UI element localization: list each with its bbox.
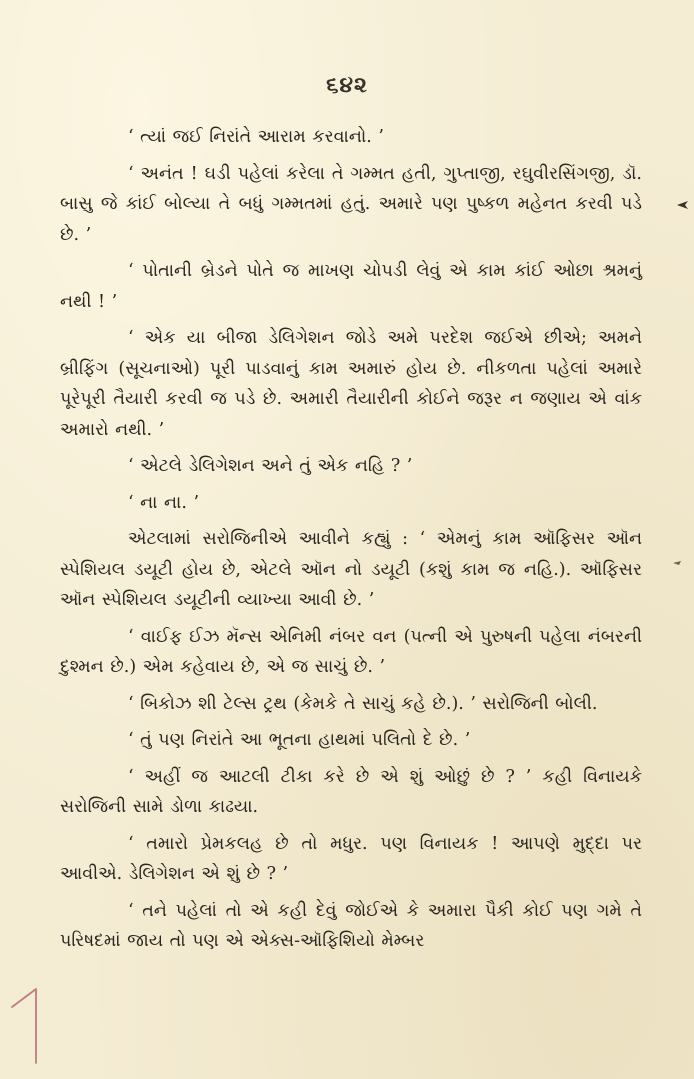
paragraph: ‘ એક યા બીજા ડેલિગેશન જોડે અમે પરદેશ જઈએ છીએ; અમને બ્રીફિંગ (સૂચનાઓ) પૂરી પાડવાનું કામ અમારું હોય છે. નીકળતા પહેલાં અમારે પૂરેપૂરી તૈયારી કરવી જ પડે છે. અમારી તૈયારીની કોઈને જરૂર ન જણાય એ વાંક અમારો નથી. ’ — [60, 328, 643, 440]
margin-dot-icon — [672, 560, 682, 566]
paragraph: ‘ બિકોઝ શી ટેલ્સ ટ્રથ (કેમકે તે સાચું કહે છે.). ’ સરોજિની બોલી. — [128, 693, 598, 714]
margin-mark-icon — [676, 200, 690, 210]
paragraph: ‘ તને પહેલાં તો એ કહી દેવું જોઈએ કે અમારા પૈકી કોઈ પણ ગમે તે પરિષદમાં જાય તો પણ એ એક્સ-ઑફિશિયો મેમ્બર — [60, 900, 642, 951]
paragraph: ‘ તમારો પ્રેમકલહ છે તો મધુર. પણ વિનાયક ! આપણે મુદ્દા પર આવીએ. ડેલિગેશન એ શું છે ? ’ — [60, 833, 642, 884]
paragraph: ‘ અનંત ! ઘડી પહેલાં કરેલા તે ગમ્મત હતી, ગુપ્તાજી, રઘુવીરસિંગજી, ડૉ. બાસુ જે કાંઈ બોલ્યા તે બધું ગમ્મતમાં હતું. અમારે પણ પુષ્કળ મહેનત કરવી પડે છે. ’ — [60, 163, 642, 245]
paragraph: ‘ ના ના. ’ — [128, 492, 200, 513]
paragraph: ‘ વાઈફ ઈઝ મૅન્સ એનિમી નંબર વન (પત્ની એ પુરુષની પહેલા નંબરની દુશ્મન છે.) એમ કહેવાય છે, એ જ સાચું છે. ’ — [60, 626, 642, 677]
paragraph: ‘ તું પણ નિરાંતે આ ભૂતના હાથમાં પલિતો દે છે. ’ — [128, 730, 471, 750]
pencil-mark-icon — [8, 985, 42, 1065]
page-number: ૬૪૨ — [326, 72, 368, 98]
paragraph: એટલામાં સરોજિનીએ આવીને કહ્યું : ‘ એમનું કામ ઑફિસર ઑન સ્પેશિયલ ડયૂટી હોય છે, એટલે ઑન નો ડયૂટી (કશું કામ જ નહિ.). ઑફિસર ઑન સ્પેશિયલ ડયૂટીની વ્યાખ્યા આવી છે. ’ — [60, 529, 642, 610]
paragraph: ‘ પોતાની બ્રેડને પોતે જ માખણ ચોપડી લેવું એ કામ કાંઈ ઓછા શ્રમનું નથી ! ’ — [60, 261, 642, 312]
paragraph: ‘ અહીં જ આટલી ટીકા કરે છે એ શું ઓછું છે ? ’ કહી વિનાયકે સરોજિની સામે ડોળા કાઢયા. — [60, 766, 642, 817]
text-body — [60, 122, 642, 963]
paragraph: ‘ એટલે ડેલિગેશન અને તું એક નહિ ? ’ — [128, 456, 413, 476]
paragraph: ‘ ત્યાં જઈ નિરાંતે આરામ કરવાનો. ’ — [128, 127, 384, 147]
